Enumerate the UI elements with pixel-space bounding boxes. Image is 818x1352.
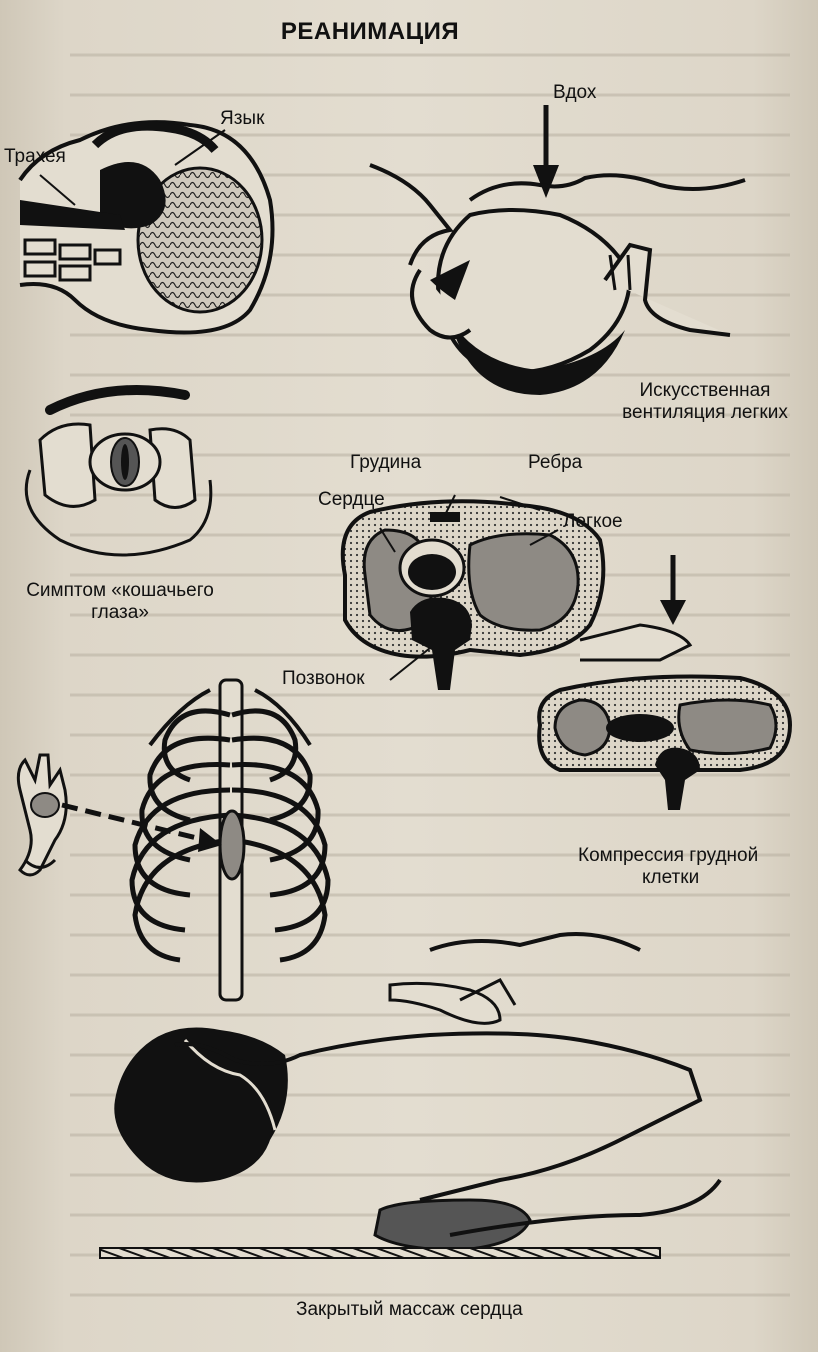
label-heart-massage: Закрытый массаж сердца <box>296 1299 523 1320</box>
label-compression-line1: Компрессия грудной <box>578 845 759 866</box>
label-compression <box>578 845 758 889</box>
label-cat-eye <box>15 580 225 624</box>
heart-massage-drawing <box>100 934 720 1258</box>
label-ribs: Ребра <box>528 452 583 473</box>
label-ventilation-line1: Искусственная <box>639 380 771 401</box>
label-trachea: Трахея <box>4 146 66 167</box>
label-ventilation-line2: вентиляция легких <box>622 402 788 423</box>
label-tongue: Язык <box>220 108 265 129</box>
cat-eye-drawing <box>26 390 211 555</box>
label-sternum: Грудина <box>350 452 422 473</box>
page-title: РЕАНИМАЦИЯ <box>280 18 460 45</box>
label-vertebra: Позвонок <box>282 668 365 689</box>
ribcage-drawing <box>132 680 328 1000</box>
label-ventilation <box>600 380 810 424</box>
ventilation-drawing <box>370 105 745 395</box>
label-cat-eye-line1: Симптом «кошачьего <box>26 580 214 601</box>
label-heart: Сердце <box>318 489 385 510</box>
label-compression-line2: клетки <box>642 867 700 888</box>
label-lung: Легкое <box>563 511 623 532</box>
label-cat-eye-line2: глаза» <box>91 602 149 623</box>
hand-pointer-drawing <box>18 755 222 875</box>
label-inhale: Вдох <box>553 82 597 103</box>
